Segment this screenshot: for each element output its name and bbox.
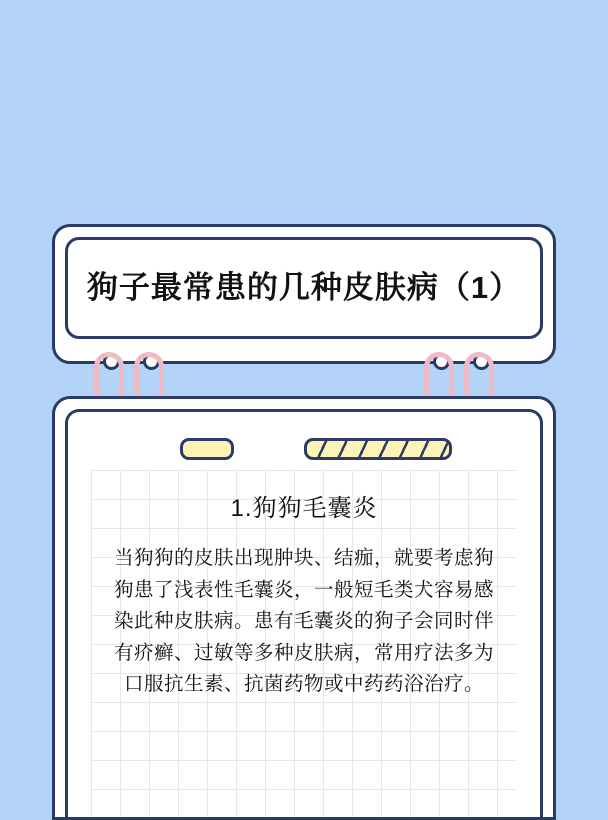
decorative-tab-striped <box>304 438 452 460</box>
title-ring-hole-4 <box>473 353 490 370</box>
title-ring-hole-2 <box>143 353 160 370</box>
decorative-tab-small <box>180 438 234 460</box>
note-grid-area <box>91 470 517 817</box>
section-paragraph: 当狗狗的皮肤出现肿块、结痂，就要考虑狗狗患了浅表性毛囊炎，一般短毛类犬容易感染此种皮肤病。患有毛囊炎的狗子会同时伴有疥癣、过敏等多种皮肤病，常用疗法多为口服抗生素、抗菌药物或中药药浴治疗。 <box>113 547 494 696</box>
page-title: 狗子最常患的几种皮肤病（1） <box>86 270 522 306</box>
title-ring-hole-1 <box>103 353 120 370</box>
note-card-inner <box>65 409 543 817</box>
title-ring-hole-3 <box>433 353 450 370</box>
section-heading: 1.狗狗毛囊炎 <box>230 495 378 522</box>
title-card <box>52 224 556 364</box>
note-card <box>52 396 556 820</box>
title-card-inner <box>65 237 543 339</box>
